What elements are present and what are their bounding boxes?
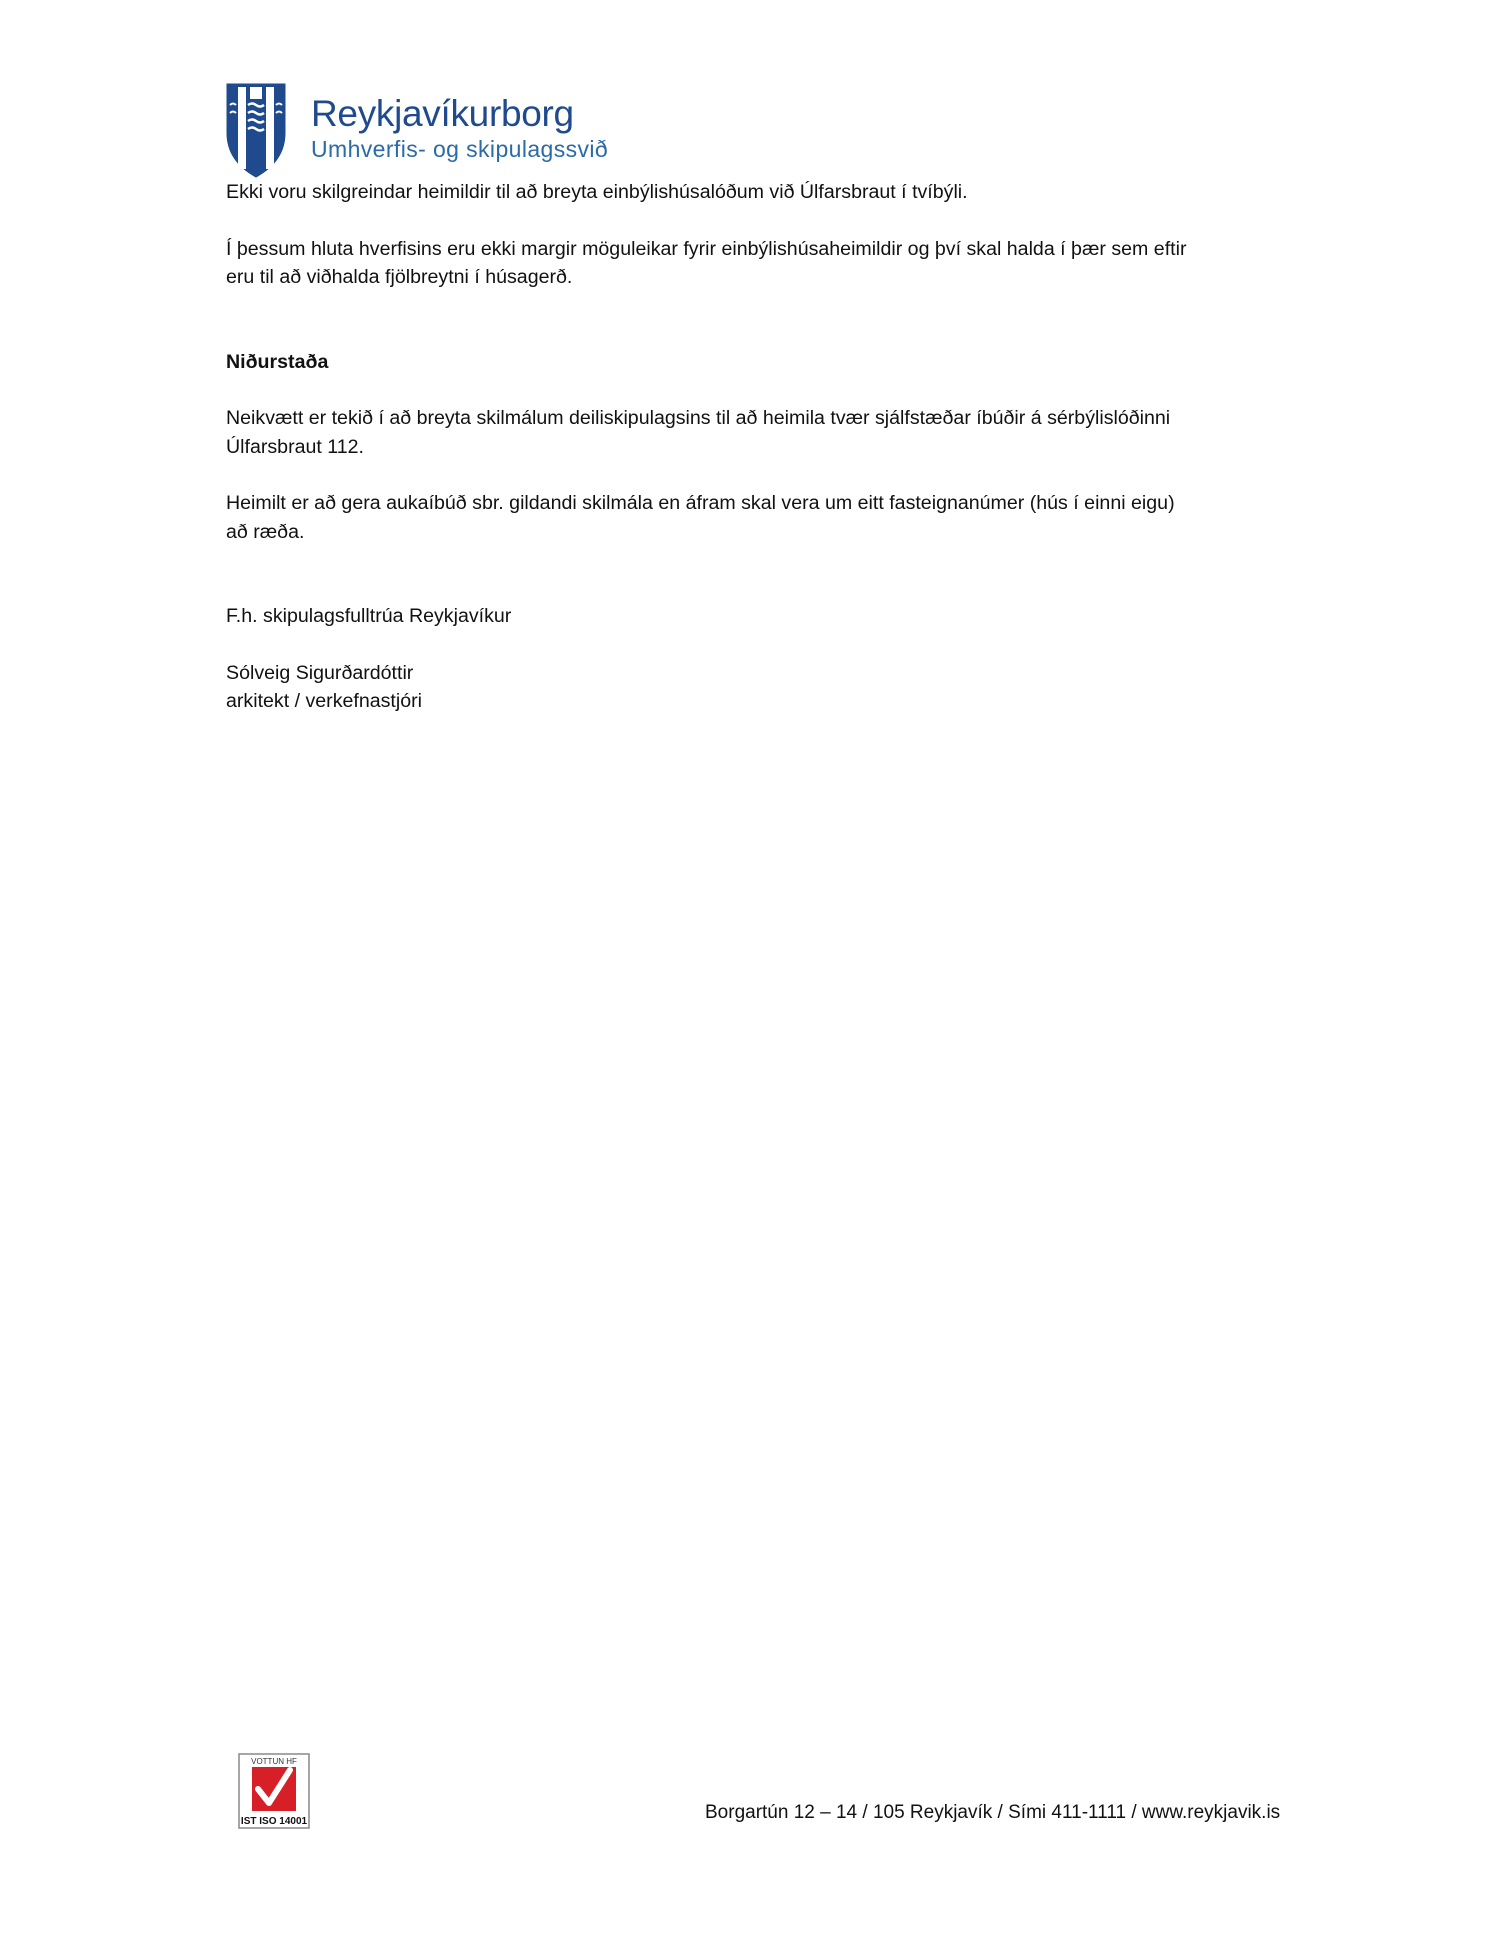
signer-title: arkitekt / verkefnastjóri: [226, 690, 423, 712]
paragraph-4-line-1: Heimilt er að gera aukaíbúð sbr. gildandi skilmála en áfram skal vera um eitt fasteignanúmer (hús í einni eigu): [226, 492, 1175, 514]
section-heading: Niðurstaða: [226, 350, 329, 373]
signer-name: Sólveig Sigurðardóttir: [226, 661, 414, 684]
letter-body: [226, 178, 1286, 716]
sign-off: F.h. skipulagsfulltrúa Reykjavíkur: [226, 605, 512, 627]
department-name: Umhverfis- og skipulagssvið: [311, 136, 609, 162]
paragraph-1: Ekki voru skilgreindar heimildir til að breyta einbýlishúsalóðum við Úlfarsbraut í tvíbýli.: [226, 181, 968, 203]
iso-14001-certification-icon: [238, 1753, 310, 1829]
reykjavik-coat-of-arms-icon: [226, 83, 286, 178]
iso-badge-bottom-text: IST ISO 14001: [240, 1816, 308, 1827]
paragraph-2-line-2: eru til að viðhalda fjölbreytni í húsagerð.: [226, 266, 573, 288]
paragraph-2-line-1: Í þessum hluta hverfisins eru ekki margir möguleikar fyrir einbýlishúsaheimildir og því skal halda í þær sem eftir: [226, 237, 1187, 260]
footer-address: Borgartún 12 – 14 / 105 Reykjavík / Sími 411-1111 / www.reykjavik.is: [705, 1802, 1281, 1823]
paragraph-3-line-2: Úlfarsbraut 112.: [226, 435, 364, 458]
logo-text: [311, 95, 608, 162]
org-name: Reykjavíkurborg: [311, 93, 574, 134]
reykjavik-logo: [226, 83, 608, 178]
paragraph-4-line-2: að ræða.: [226, 520, 305, 543]
paragraph-3-line-1: Neikvætt er tekið í að breyta skilmálum deiliskipulagsins til að heimila tvær sjálfstæðar íbúðir á sérbýlislóðinni: [226, 407, 1171, 429]
iso-badge-top-text: VOTTUN HF: [251, 1757, 297, 1766]
